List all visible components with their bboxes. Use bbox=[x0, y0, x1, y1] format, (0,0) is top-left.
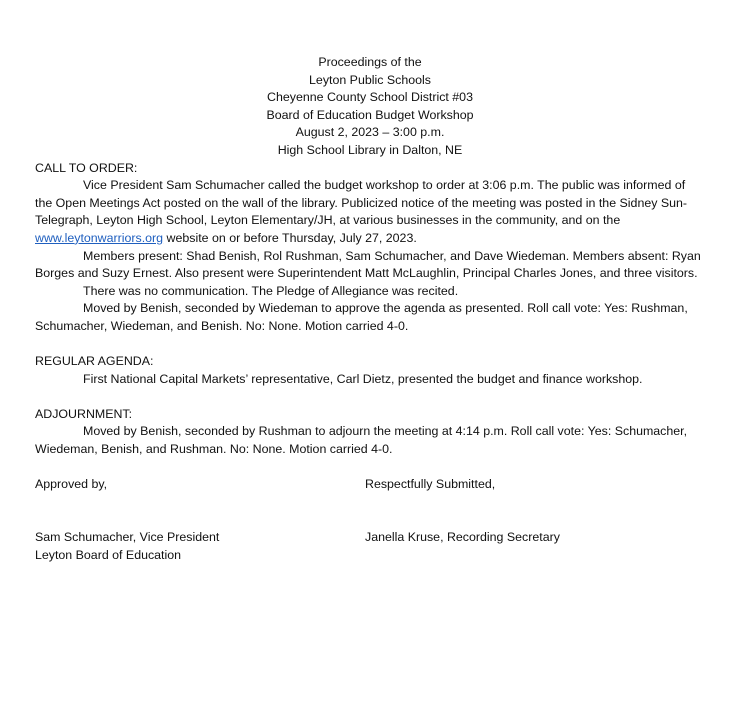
adjournment-title: ADJOURNMENT: bbox=[35, 406, 133, 421]
vice-president-name: Sam Schumacher, Vice President bbox=[35, 530, 220, 545]
call-to-order-paragraph-2: Members present: Shad Benish, Rol Rushman, Sam Schumacher, and Dave Wiedeman. Members absent: Ryan Borges and Suzy Ernest. Also present were Superintendent Matt McLaughlin, Principal Charles Jones, and three visitors. bbox=[35, 248, 701, 281]
respectfully-submitted-label: Respectfully Submitted, bbox=[365, 477, 496, 492]
header-line-3: Cheyenne County School District #03 bbox=[267, 90, 473, 105]
regular-agenda-paragraph-1: First National Capital Markets’ representative, Carl Dietz, presented the budget and finance workshop. bbox=[83, 371, 643, 386]
signature-labels-row bbox=[35, 476, 705, 494]
spacer bbox=[35, 494, 705, 512]
header-line-5: August 2, 2023 – 3:00 p.m. bbox=[295, 125, 445, 140]
adjournment-paragraph-1: Moved by Benish, seconded by Rushman to adjourn the meeting at 4:14 p.m. Roll call vote: Yes: Schumacher, Wiedeman, Benish, and Rushman. No: None. Motion carried 4-0. bbox=[35, 424, 688, 457]
approved-by-label: Approved by, bbox=[35, 477, 108, 492]
recording-secretary-name: Janella Kruse, Recording Secretary bbox=[365, 530, 560, 545]
header-line-6: High School Library in Dalton, NE bbox=[277, 142, 463, 157]
regular-agenda-title: REGULAR AGENDA: bbox=[35, 354, 154, 369]
call-to-order-text-1b: website on or before Thursday, July 27, 2023. bbox=[163, 230, 417, 245]
website-link[interactable]: www.leytonwarriors.org bbox=[35, 230, 164, 245]
spacer bbox=[35, 336, 705, 354]
signature-org-row bbox=[35, 547, 705, 565]
board-of-education-label: Leyton Board of Education bbox=[35, 547, 182, 562]
call-to-order-title: CALL TO ORDER: bbox=[35, 160, 138, 175]
call-to-order-paragraph-1 bbox=[35, 177, 705, 247]
regular-agenda-section bbox=[35, 353, 705, 388]
header-line-4: Board of Education Budget Workshop bbox=[266, 107, 474, 122]
header-line-2: Leyton Public Schools bbox=[309, 72, 431, 87]
adjournment-section bbox=[35, 406, 705, 459]
call-to-order-text-1a: Vice President Sam Schumacher called the budget workshop to order at 3:06 p.m. The public was informed of the Open Meetings Act posted on the wall of the library. Publicized notice of the meeting was posted in the Sidney Sun-Telegraph, Leyton High School, Leyton Elementary/JH, at various businesses in the community, and on the bbox=[35, 178, 688, 228]
spacer bbox=[35, 511, 705, 529]
header-line-1: Proceedings of the bbox=[318, 55, 422, 69]
document-header bbox=[35, 54, 705, 160]
document-page bbox=[35, 54, 705, 564]
call-to-order-paragraph-3: There was no communication. The Pledge of Allegiance was recited. bbox=[83, 283, 459, 298]
call-to-order-paragraph-4: Moved by Benish, seconded by Wiedeman to approve the agenda as presented. Roll call vote: Yes: Rushman, Schumacher, Wiedeman, and Benish. No: None. Motion carried 4-0. bbox=[35, 301, 688, 333]
call-to-order-section bbox=[35, 160, 705, 336]
spacer bbox=[35, 459, 705, 477]
signature-names-row bbox=[35, 529, 705, 547]
spacer bbox=[35, 388, 705, 406]
